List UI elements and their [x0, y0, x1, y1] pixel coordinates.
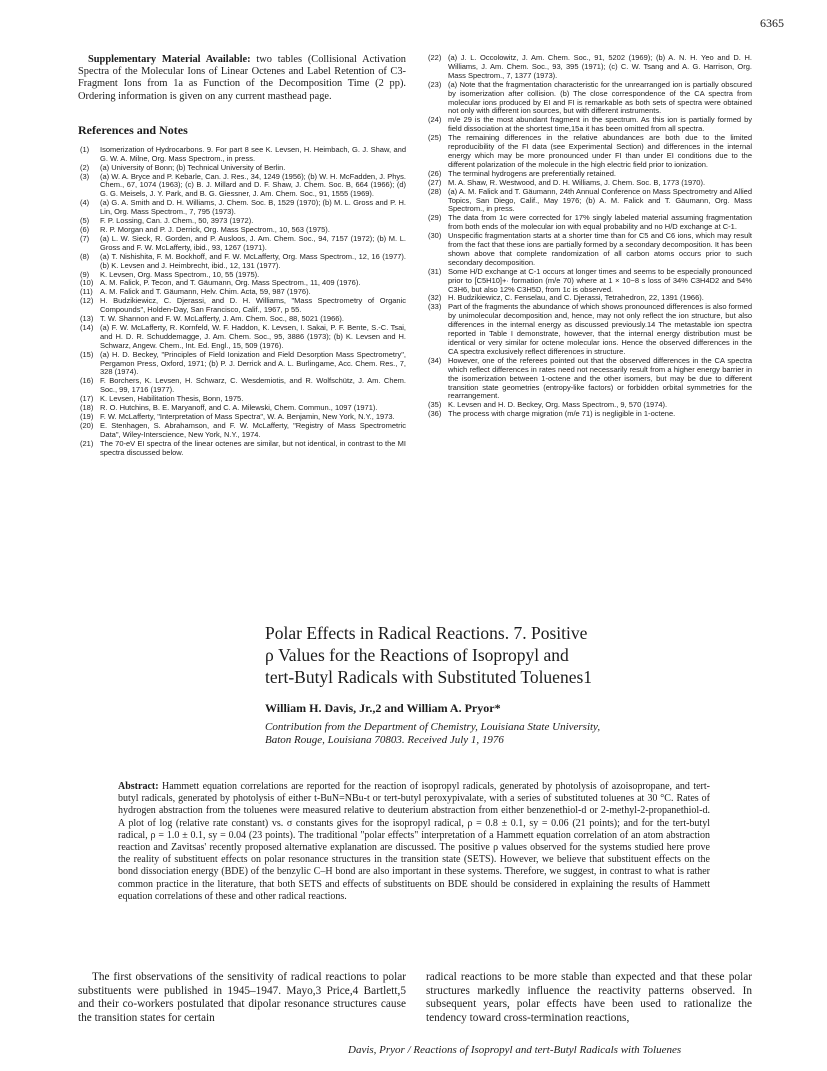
reference-item — [78, 146, 406, 164]
references-list-right — [426, 54, 752, 419]
reference-number: (29) — [428, 213, 442, 223]
reference-number: (26) — [428, 168, 442, 178]
reference-text: H. Budzikiewicz, C. Djerassi, and D. H. Williams, "Mass Spectrometry of Organic Compounds", Holden-Day, San Francisco, Calif., 1967, p 55. — [100, 296, 406, 315]
reference-text: R. P. Morgan and P. J. Derrick, Org. Mass Spectrom., 10, 563 (1975). — [100, 224, 330, 234]
reference-text: The data from 1c were corrected for 17% singly labeled material assuming fragmentation from both ends of the molecular ion with equal probability and no H/D exchange at C-1. — [448, 213, 752, 232]
reference-text: M. A. Shaw, R. Westwood, and D. H. Williams, J. Chem. Soc. B, 1773 (1970). — [448, 177, 706, 187]
reference-number: (12) — [80, 296, 94, 306]
reference-number: (19) — [80, 412, 94, 421]
reference-item — [78, 324, 406, 351]
abstract-label: Abstract: — [118, 781, 159, 792]
title-line: tert-Butyl Radicals with Substituted Toluenes1 — [265, 667, 593, 687]
reference-text: (a) L. W. Sieck, R. Gorden, and P. Ausloos, J. Am. Chem. Soc., 94, 7157 (1972); (b) M. L. Gross and F. W. McLafferty, ibid., 93, 1267 (1971). — [100, 233, 406, 252]
reference-item — [78, 422, 406, 440]
reference-text: Unspecific fragmentation starts at a shorter time than for C5 and C6 ions, which may result from the fact that these ions are partially formed by a secondary decomposition. It has been shown above that complete randomization of all carbon atoms occurs prior to such secondary decomposition. — [448, 231, 752, 267]
reference-number: (6) — [80, 224, 90, 234]
reference-item — [78, 377, 406, 395]
reference-text: Some H/D exchange at C-1 occurs at longer times and seems to be especially pronounced prior to [C5H10]+· formation (m/e 70) where at 1 × 10−8 s loss of 34% C3H4D2 and 54% C3H6, but also 12% C3H5D, from 1c is observed. — [448, 266, 752, 294]
reference-number: (30) — [428, 231, 442, 241]
reference-text: (a) G. A. Smith and D. H. Williams, J. Chem. Soc. B, 1529 (1970); (b) M. L. Gross and P. H. Lin, Org. Mass Spectrom., 7, 795 (1973). — [100, 198, 406, 217]
reference-item — [78, 235, 406, 253]
reference-number: (24) — [428, 115, 442, 125]
body-text-left: The first observations of the sensitivity of radical reactions to polar substituents were published in 1945–1947. Mayo,3 Price,4 Bartlett,5 and their co-workers postulated that dipolar resonance structures cause the transition states for certain — [78, 971, 406, 1025]
reference-text: F. P. Lossing, Can. J. Chem., 50, 3973 (1972). — [100, 216, 254, 226]
reference-text: A. M. Falick and T. Gäumann, Helv. Chim. Acta, 59, 987 (1976). — [100, 287, 311, 297]
reference-number: (11) — [80, 287, 93, 297]
reference-number: (1) — [80, 144, 90, 154]
reference-text: Isomerization of Hydrocarbons. 9. For part 8 see K. Levsen, H. Heimbach, G. J. Shaw, and G. W. A. Milne, Org. Mass Spectrom., in press. — [100, 144, 406, 163]
reference-text: The 70-eV EI spectra of the linear octenes are similar, but not identical, in contrast to the MI spectra discussed below. — [100, 438, 406, 457]
reference-number: (16) — [80, 376, 94, 386]
reference-number: (17) — [80, 394, 94, 404]
left-column — [78, 54, 406, 458]
reference-item — [426, 54, 752, 81]
reference-item — [78, 351, 406, 378]
reference-number: (18) — [80, 403, 94, 413]
reference-item — [78, 297, 406, 315]
reference-text: (a) T. Nishishita, F. M. Bockhoff, and F. W. McLafferty, Org. Mass Spectrom., 12, 16 (1977). (b) K. Levsen and J. Heimbrecht, ibid., 12, 131 (1977). — [100, 251, 406, 270]
reference-number: (23) — [428, 79, 442, 89]
reference-text: (a) H. D. Beckey, "Principles of Field Ionization and Field Desorption Mass Spectrometry", Pergamon Press, Oxford, 1971; (b) P. J. Derrick and A. L. Burlingame, Acc. Chem. Res., 7, 328 (1974). — [100, 349, 406, 377]
references-heading: References and Notes — [78, 122, 188, 137]
reference-item — [426, 81, 752, 117]
supplementary-material — [78, 54, 406, 103]
reference-text: The process with charge migration (m/e 71) is negligible in 1-octene. — [448, 409, 676, 419]
reference-item — [426, 357, 752, 402]
title-line: Polar Effects in Radical Reactions. 7. Positive — [265, 623, 588, 643]
reference-number: (21) — [80, 438, 94, 448]
reference-text: (a) A. M. Falick and T. Gäumann, 24th Annual Conference on Mass Spectrometry and Allied Topics, San Diego, Calif., May 1976; (b) A. M. Falick and T. Gäumann, Org. Mass Spectrom., in press. — [448, 186, 752, 214]
reference-item — [78, 173, 406, 200]
reference-text: E. Stenhagen, S. Abrahamson, and F. W. McLafferty, "Registry of Mass Spectrometric Data", Wiley-Interscience, New York, N.Y., 1974. — [100, 420, 406, 439]
authors: William H. Davis, Jr.,2 and William A. Pryor* — [265, 701, 501, 715]
reference-text: F. Borchers, K. Levsen, H. Schwarz, C. Wesdemiotis, and R. Wolfschütz, J. Am. Chem. Soc., 99, 1716 (1977). — [100, 376, 406, 395]
reference-number: (5) — [80, 216, 90, 226]
reference-number: (14) — [80, 322, 94, 332]
reference-number: (15) — [80, 349, 94, 359]
reference-number: (2) — [80, 162, 90, 172]
reference-number: (22) — [428, 53, 442, 62]
reference-item — [426, 268, 752, 295]
right-column — [426, 54, 752, 419]
page-number: 6365 — [760, 16, 784, 30]
reference-number: (33) — [428, 302, 442, 312]
reference-number: (34) — [428, 355, 442, 365]
reference-text: K. Levsen, Org. Mass Spectrom., 10, 55 (1975). — [100, 269, 260, 279]
supplementary-text: two tables (Collisional Activation Spectra of the Molecular Ions of Linear Octenes and Label Retention of C3-Fragment Ions from 1a as Function of the Decomposition Time (2 pp). Ordering information is given on any current masthead page. — [78, 54, 406, 102]
affiliation-line: Baton Rouge, Louisiana 70803. Received July 1, 1976 — [265, 734, 504, 746]
reference-item — [426, 303, 752, 356]
reference-text: The remaining differences in the relative abundances are both due to the limited reproducibility of the FI data (see Experimental Section) and differences in the internal energy which may be more pronounced under FI than under EI conditions due to the different polarization of the molecule in the high electric field prior to ionization. — [448, 133, 752, 169]
reference-number: (31) — [428, 266, 442, 276]
reference-number: (35) — [428, 400, 442, 410]
reference-number: (4) — [80, 198, 90, 208]
reference-item — [78, 440, 406, 458]
reference-number: (8) — [80, 251, 90, 261]
reference-text: (a) F. W. McLafferty, R. Kornfeld, W. F. Haddon, K. Levsen, I. Sakai, P. F. Bente, S.-C. Tsai, and H. D. R. Schuddemagge, J. Am. Chem. Soc., 95, 3886 (1973); (b) K. Levsen and H. Schwarz, Angew. Chem., Int. Ed. Engl., 15, 509 (1976). — [100, 322, 406, 350]
reference-number: (13) — [80, 314, 94, 324]
reference-text: (a) Note that the fragmentation characteristic for the unrearranged ion is partially obscured by isomerization after collision. (b) The close correspondence of the CA spectra from molecular ions produced by EI and FI is remarkable as both sets of spectra were obtained not only with different ion sources, but with different instruments. — [448, 79, 752, 116]
reference-text: K. Levsen and H. D. Beckey, Org. Mass Spectrom., 9, 570 (1974). — [448, 400, 668, 410]
supplementary-label: Supplementary Material Available: — [88, 54, 251, 65]
reference-number: (28) — [428, 186, 442, 196]
reference-item — [78, 253, 406, 271]
reference-item — [426, 134, 752, 170]
reference-text: K. Levsen, Habilitation Thesis, Bonn, 1975. — [100, 394, 244, 404]
reference-number: (36) — [428, 409, 442, 419]
reference-text: H. Budzikiewicz, C. Fenselau, and C. Djerassi, Tetrahedron, 22, 1391 (1966). — [448, 293, 704, 303]
reference-text: However, one of the referees pointed out that the observed differences in the CA spectra which reflect differences in rates need not necessarily result from a higher energy barrier in the isomerization between 1-octene and the other isomers, but may be due to different transition state geometries (entropy-like factors) or forbidden orbital symmetries for the rearrangement. — [448, 355, 752, 401]
title-line: ρ Values for the Reactions of Isopropyl and — [265, 645, 569, 665]
reference-item — [426, 116, 752, 134]
reference-text: Part of the fragments the abundance of which shows pronounced differences is also formed by unimolecular decomposition and, hence, may not only reflect the ion structure, but also differences in the internal energy as discussed previously.14 The metastable ion spectra reported in Table I demonstrate, however, that the internal energy distribution must be identical or very similar for octene molecular ions. Hence the observed differences in the CA spectra exclusively reflect differences in structure. — [448, 302, 752, 356]
reference-text: (a) J. L. Occolowitz, J. Am. Chem. Soc., 91, 5202 (1969); (b) A. N. H. Yeo and D. H. Williams, J. Am. Chem. Soc., 93, 395 (1971); (c) C. W. Tsang and A. G. Harrison, Org. Mass Spectrom., 7, 1377 (1973). — [448, 53, 752, 80]
reference-number: (25) — [428, 133, 442, 143]
affiliation — [265, 721, 765, 747]
reference-text: F. W. McLafferty, "Interpretation of Mass Spectra", W. A. Benjamin, New York, N.Y., 1973. — [100, 412, 395, 421]
reference-number: (32) — [428, 293, 442, 303]
reference-text: m/e 29 is the most abundant fragment in the spectrum. As this ion is partially formed by field dissociation at the shortest time,15a it has been omitted from all spectra. — [448, 115, 752, 134]
reference-item — [426, 232, 752, 268]
body-text-right: radical reactions to be more stable than expected and that these polar structures markedly influence the reactivity patterns observed. In subsequent years, polar effects have been used to rationalize the tendency toward cross-termination reactions, — [426, 971, 752, 1025]
article-header — [265, 622, 765, 747]
reference-text: A. M. Falick, P. Tecon, and T. Gäumann, Org. Mass Spectrom., 11, 409 (1976). — [100, 278, 361, 288]
reference-number: (3) — [80, 171, 90, 181]
running-footer: Davis, Pryor / Reactions of Isopropyl and tert-Butyl Radicals with Toluenes — [348, 1044, 682, 1056]
reference-number: (10) — [80, 278, 94, 288]
reference-number: (20) — [80, 420, 94, 430]
abstract — [118, 781, 710, 903]
affiliation-line: Contribution from the Department of Chemistry, Louisiana State University, — [265, 721, 601, 733]
abstract-text: Hammett equation correlations are reported for the reaction of isopropyl radicals, generated by photolysis of azoisopropane, and tert-butyl radicals, generated by photolysis of either t-BuN=NBu-t or tert-butyl peroxypivalate, with a series of substituted toluenes at 30 °C. Rates of hydrogen abstraction from the toluenes were measured relative to deuterium abstraction from either benzenethiol-d or 2-methyl-2-propanethiol-d. A plot of log (relative rate constant) vs. σ constants gives for the isopropyl radical, ρ = 0.8 ± 0.1, sy = 0.06 (21 points); and for the tert-butyl radical, ρ = 1.0 ± 0.1, sy = 0.04 (23 points). The traditional "polar effects" interpretation of a Hammett equation correlation of an atom abstraction reaction and Zavitsas' recently proposed alternative explanation are discussed. The positive ρ values observed for the systems studied here prove the reality of substituent effects on polar resonance structures in the transition state (SETS). However, we believe that substituent effects on the bond dissociation energy (BDE) of the benzylic C–H bond are also important in these systems. Therefore, we suggest, in contrast to what is rather common practice in the literature, that both SETS and effects of substituents on BDE should be considered in explaining the results of Hammett equation correlations of these and other radical reactions. — [118, 781, 710, 902]
reference-number: (7) — [80, 233, 90, 243]
reference-text: The terminal hydrogens are preferentially retained. — [448, 168, 617, 178]
reference-item — [78, 199, 406, 217]
article-title — [265, 622, 765, 688]
references-list-left — [78, 146, 406, 458]
reference-text: (a) University of Bonn; (b) Technical University of Berlin. — [100, 162, 286, 172]
reference-item — [426, 188, 752, 215]
reference-text: (a) W. A. Bryce and P. Kebarle, Can. J. Res., 34, 1249 (1956); (b) W. H. McFadden, J. Phys. Chem., 67, 1074 (1963); (c) B. J. Millard and D. F. Shaw, J. Chem. Soc. B, 664 (1966); (d) G. G. Meisels, J. Y. Park, and B. G. Giessner, J. Am. Chem. Soc., 91, 1555 (1969). — [100, 171, 406, 199]
reference-item — [426, 410, 752, 419]
reference-text: T. W. Shannon and F. W. McLafferty, J. Am. Chem. Soc., 88, 5021 (1966). — [100, 314, 345, 324]
reference-item — [426, 214, 752, 232]
reference-number: (9) — [80, 269, 90, 279]
reference-text: R. O. Hutchins, B. E. Maryanoff, and C. A. Milewski, Chem. Commun., 1097 (1971). — [100, 403, 378, 413]
reference-number: (27) — [428, 177, 442, 187]
